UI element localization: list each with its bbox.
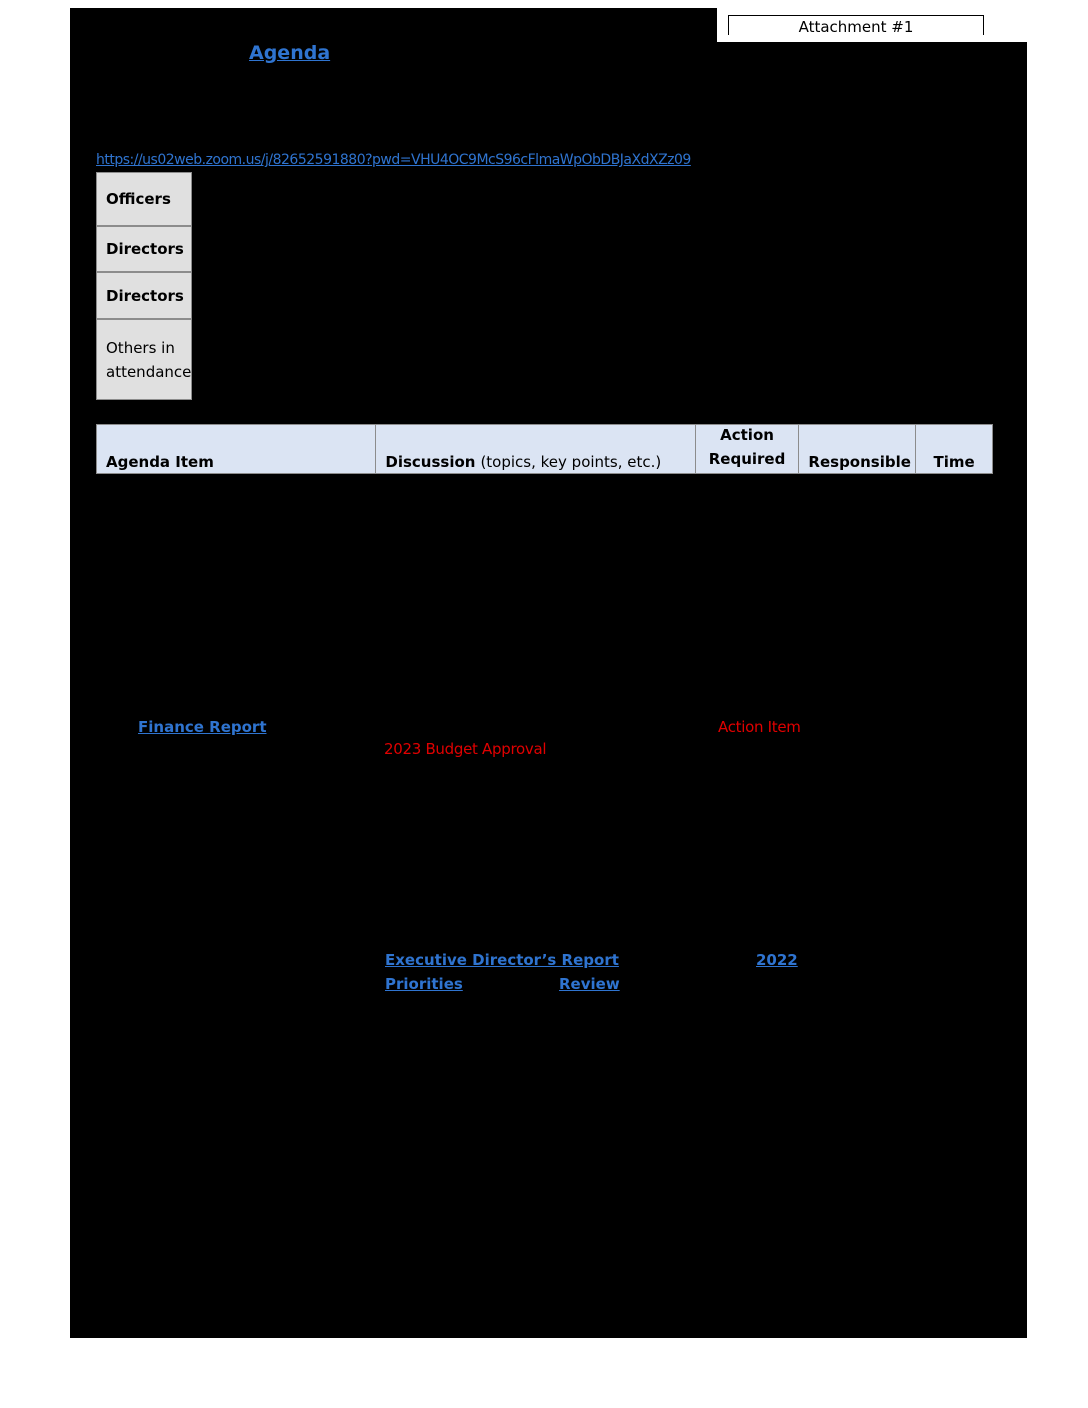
role-others-label: Others in attendance <box>106 338 192 381</box>
zoom-meeting-link[interactable]: https://us02web.zoom.us/j/82652591880?pwd=VHU4OC9McS96cFlmaWpObDBJaXdXZz09 <box>96 152 691 168</box>
role-directors-2: Directors <box>96 272 192 319</box>
budget-approval-text: 2023 Budget Approval <box>384 740 547 758</box>
attachment-label: Attachment #1 <box>728 15 984 35</box>
agenda-table-header <box>96 424 993 474</box>
redacted-content-panel <box>70 8 1027 1338</box>
role-officers: Officers <box>96 172 192 226</box>
header-time: Time <box>933 453 975 471</box>
header-discussion <box>376 425 695 473</box>
year-2022-link[interactable]: 2022 <box>756 951 798 969</box>
finance-report-link[interactable]: Finance Report <box>138 718 267 736</box>
agenda-title-link[interactable]: Agenda <box>249 42 331 64</box>
attendance-roles <box>96 172 192 400</box>
header-agenda-item: Agenda Item <box>97 425 376 473</box>
role-directors: Directors <box>96 226 192 272</box>
executive-director-report-link[interactable]: Executive Director’s Report <box>385 951 619 969</box>
role-others-in-attendance <box>96 319 192 400</box>
header-discussion-bold: Discussion <box>385 453 476 471</box>
review-link[interactable]: Review <box>559 975 620 993</box>
header-discussion-note: (topics, key points, etc.) <box>480 453 662 471</box>
header-responsible: Responsible <box>799 425 916 473</box>
priorities-link[interactable]: Priorities <box>385 975 463 993</box>
action-item-label: Action Item <box>718 718 801 736</box>
header-action-required: Action Required <box>696 425 800 473</box>
